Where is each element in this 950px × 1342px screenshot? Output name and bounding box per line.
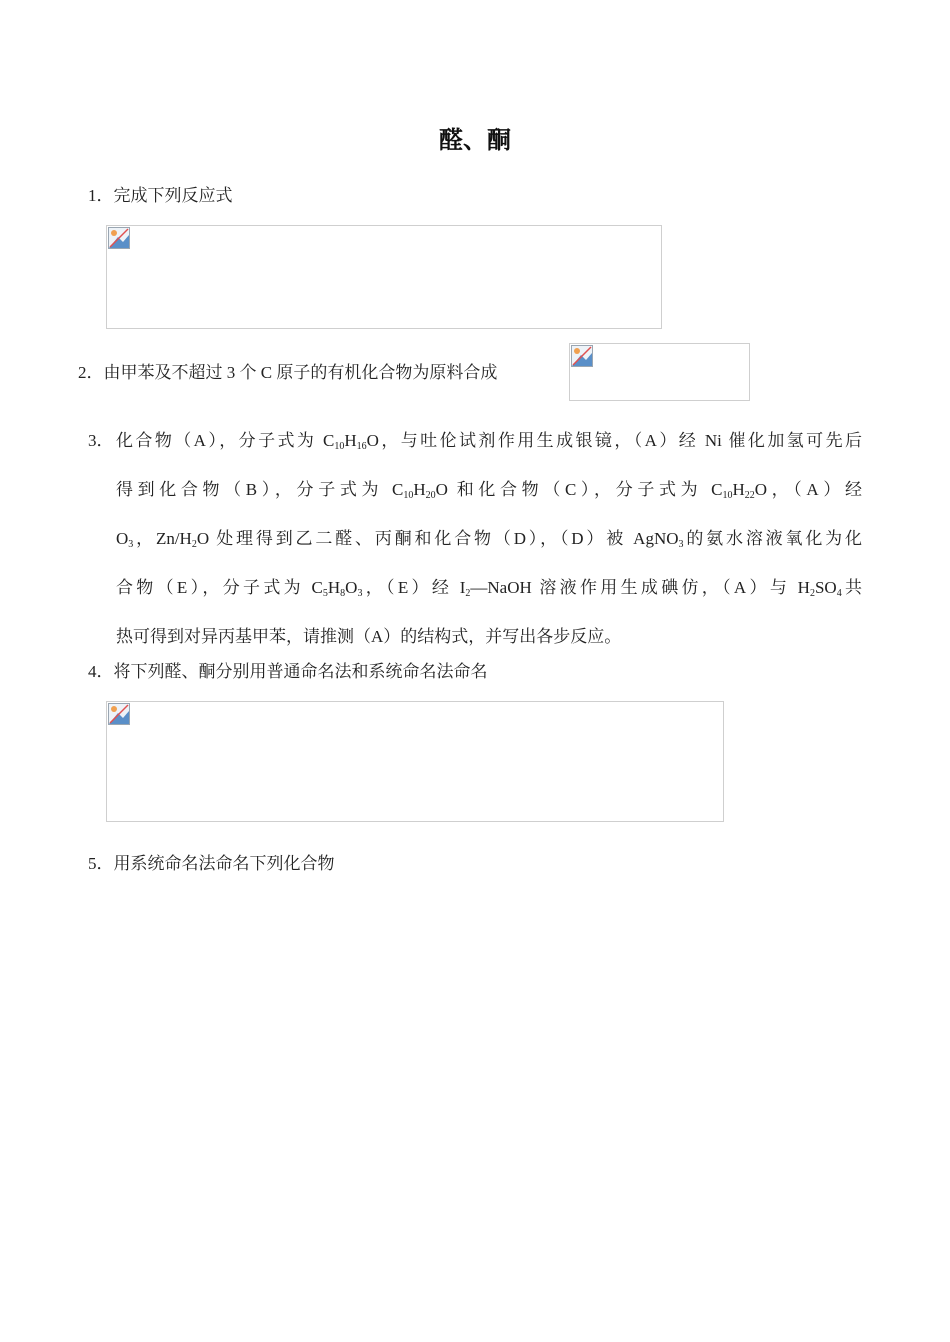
question-3-line-4: 合物（E），分子式为 $C_5H_8O_3$，（E）经 $I_2—NaOH$ 溶液作用生成碘仿，（A）与 $H_2SO_4$共 xyxy=(116,578,863,599)
question-3-line-1: 化合物（A），分子式为 $C_{10}H_{16}O$，与吐伦试剂作用生成银镜，（A）经 Ni 催化加氢可先后 xyxy=(116,431,862,452)
broken-image-icon xyxy=(571,345,593,367)
question-text: 由甲苯及不超过 3 个 C 原子的有机化合物为原料合成 xyxy=(103,363,498,382)
page-title: 醛、酮 xyxy=(439,126,511,154)
question-5 xyxy=(88,852,335,876)
question-number: 5． xyxy=(88,854,114,873)
question-text: 将下列醛、酮分别用普通命名法和系统命名法命名 xyxy=(113,662,488,681)
question-number: 4． xyxy=(88,662,114,681)
broken-image-icon xyxy=(108,703,130,725)
question-1 xyxy=(88,184,233,208)
question-text: 完成下列反应式 xyxy=(113,186,233,205)
compounds-image-placeholder xyxy=(106,701,724,822)
reaction-image-placeholder xyxy=(106,225,662,329)
question-3-line-5: 热可得到对异丙基甲苯，请推测（A）的结构式，并写出各步反应。 xyxy=(116,627,622,646)
question-3-line-2: 得到化合物（B），分子式为 $C_{10}H_{20}O$ 和化合物（C），分子式为 $C_{10}H_{22}O$，（A）经 xyxy=(116,480,862,501)
question-text: 用系统命名法命名下列化合物 xyxy=(113,854,335,873)
question-3-line-3: $O_3$，$Zn/H_2O$ 处理得到乙二醛、丙酮和化合物（D），（D）被 AgNO$_3$的氨水溶液氧化为化 xyxy=(116,529,862,550)
broken-image-icon xyxy=(108,227,130,249)
question-4 xyxy=(88,660,488,684)
question-number: 3． xyxy=(88,431,114,450)
target-compound-image-placeholder xyxy=(569,343,750,401)
question-number: 2． xyxy=(78,363,104,382)
question-2 xyxy=(78,361,497,385)
question-number: 1． xyxy=(88,186,114,205)
